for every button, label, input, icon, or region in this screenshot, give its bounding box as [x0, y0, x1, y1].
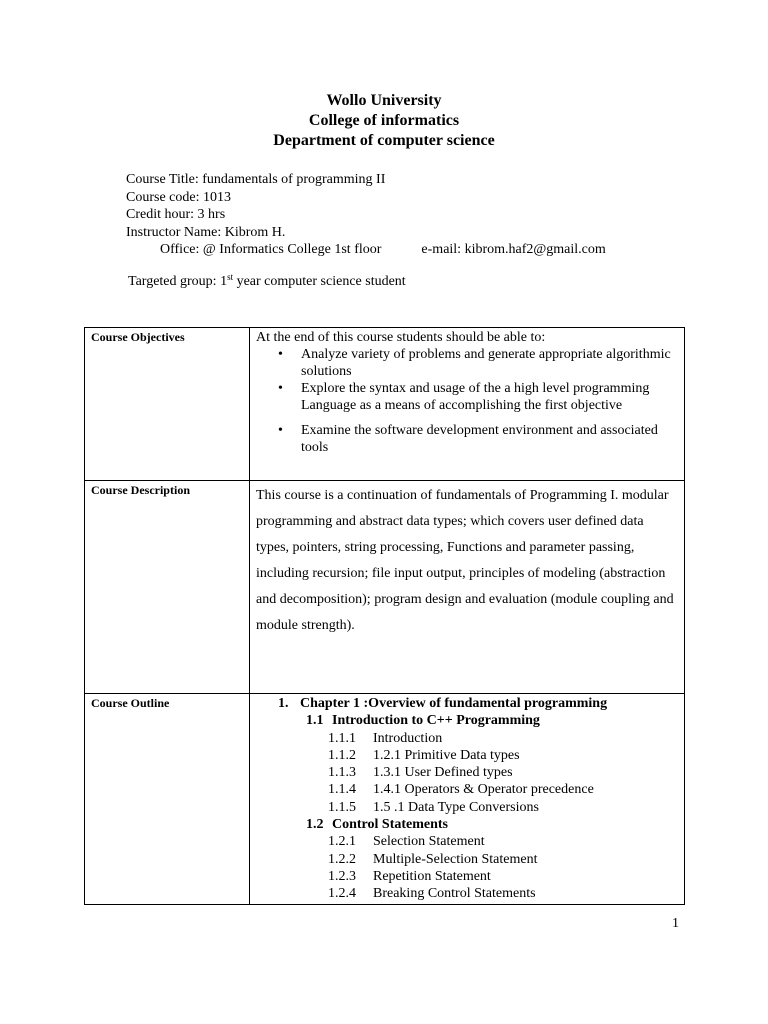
subsection-title: 1.3.1 User Defined types	[373, 765, 513, 781]
outline-label: Course Outline	[85, 694, 250, 905]
objectives-intro: At the end of this course students should be able to:	[256, 330, 546, 345]
subsection-number: 1.2.4	[328, 886, 356, 902]
description-text: This course is a continuation of fundamentals of Programming I. modular programming and abstract data types; which covers user defined data types, pointers, string processing, Functions and parameter passing, including recursion; file input output, principles of modeling (abstraction and decomposition); program design and evaluation (module coupling and module strength).	[256, 488, 674, 633]
office-row	[126, 241, 606, 259]
objective-item	[250, 346, 684, 380]
subsection-item	[250, 885, 684, 902]
section-title: Control Statements	[332, 817, 449, 833]
objective-text: Examine the software development environment and associated tools	[301, 423, 658, 455]
section-title: Introduction to C++ Programming	[332, 713, 540, 729]
subsection-title: Selection Statement	[373, 834, 485, 850]
subsection-item	[250, 851, 684, 868]
college-name: College of informatics	[308, 112, 460, 129]
objective-text: Analyze variety of problems and generate appropriate algorithmic solutions	[301, 347, 671, 379]
objective-text: Explore the syntax and usage of the a high level programming Language as a means of accomplishing the first objective	[301, 381, 650, 413]
course-table	[84, 327, 685, 905]
page-number: 1	[672, 916, 679, 931]
instructor-email: e-mail: kibrom.haf2@gmail.com	[421, 242, 606, 258]
subsection-title: 1.5 .1 Data Type Conversions	[373, 799, 539, 815]
office-location: Office: @ Informatics College 1st floor	[160, 242, 382, 258]
section-number: 1.2	[306, 817, 324, 833]
chapter-title: Chapter 1 :Overview of fundamental programming	[300, 696, 608, 711]
description-label: Course Description	[85, 481, 250, 694]
subsection-number: 1.1.1	[328, 730, 356, 746]
targeted-suffix: year computer science student	[233, 274, 406, 289]
subsection-number: 1.2.1	[328, 834, 356, 850]
subsection-title: Repetition Statement	[373, 868, 491, 884]
document-header	[0, 91, 768, 151]
course-code: Course code: 1013	[126, 189, 231, 205]
objectives-label: Course Objectives	[85, 328, 250, 481]
subsection-number: 1.1.5	[328, 799, 356, 815]
subsection-number: 1.1.2	[328, 747, 356, 763]
outline-row	[85, 694, 685, 905]
course-info	[126, 171, 606, 259]
objectives-content	[250, 328, 685, 481]
targeted-group	[128, 274, 406, 290]
subsection-title: Multiple-Selection Statement	[373, 851, 538, 867]
subsection-title: 1.4.1 Operators & Operator precedence	[373, 782, 594, 798]
objective-item	[250, 380, 684, 414]
subsection-title: 1.2.1 Primitive Data types	[373, 747, 520, 763]
description-content	[250, 481, 685, 694]
objectives-row	[85, 328, 685, 481]
outline-content	[250, 694, 685, 905]
department-name: Department of computer science	[273, 132, 495, 149]
subsection-title: Introduction	[373, 730, 443, 746]
subsection-item	[250, 764, 684, 781]
bullet-icon: •	[278, 381, 283, 396]
subsection-item	[250, 730, 684, 747]
course-title: Course Title: fundamentals of programming II	[126, 172, 386, 187]
subsection-item	[250, 833, 684, 850]
chapter-heading	[250, 695, 684, 712]
instructor-name: Instructor Name: Kibrom H.	[126, 224, 286, 240]
bullet-icon: •	[278, 423, 283, 438]
university-name: Wollo University	[326, 92, 442, 109]
objective-item	[250, 422, 684, 456]
subsection-item	[250, 747, 684, 764]
subsection-number: 1.2.3	[328, 868, 356, 884]
chapter-number: 1.	[278, 696, 289, 711]
subsection-number: 1.1.3	[328, 765, 356, 781]
subsection-title: Breaking Control Statements	[373, 886, 536, 902]
description-row	[85, 481, 685, 694]
targeted-ordinal: st	[227, 272, 234, 282]
objectives-list	[250, 346, 684, 456]
section-heading	[250, 816, 684, 833]
subsection-number: 1.1.4	[328, 782, 356, 798]
credit-hour: Credit hour: 3 hrs	[126, 207, 226, 223]
outline-list	[250, 694, 684, 903]
targeted-prefix: Targeted group: 1	[128, 274, 228, 289]
subsection-item	[250, 868, 684, 885]
bullet-icon: •	[278, 347, 283, 362]
section-number: 1.1	[306, 713, 324, 729]
subsection-number: 1.2.2	[328, 851, 356, 867]
section-heading	[250, 712, 684, 729]
subsection-item	[250, 799, 684, 816]
subsection-item	[250, 781, 684, 798]
